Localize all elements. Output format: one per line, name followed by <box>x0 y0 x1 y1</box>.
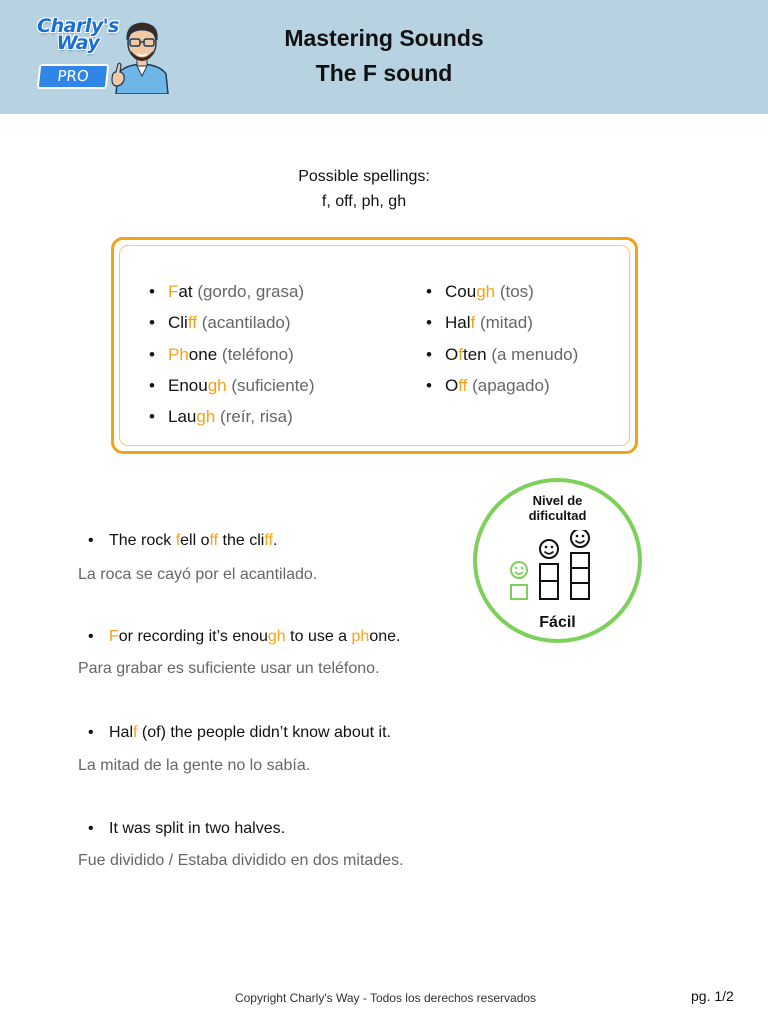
header-banner <box>0 0 768 114</box>
word-text: . <box>272 532 278 549</box>
smiley-medium-icon <box>540 540 558 558</box>
highlighted-letters: f <box>133 724 138 741</box>
page-title: Mastering Sounds <box>284 25 484 51</box>
vocabulary-item <box>426 339 578 370</box>
difficulty-title-line-2: dificultad <box>528 508 587 523</box>
vocabulary-item <box>426 307 578 338</box>
word-text: The rock <box>109 532 176 549</box>
vocabulary-box <box>111 237 638 454</box>
example-sentence-1 <box>88 532 277 550</box>
highlighted-letters: F <box>168 282 179 301</box>
word-text: It was split in two halves. <box>109 820 286 837</box>
vocabulary-translation: (suficiente) <box>231 375 315 395</box>
example-translation-3: La mitad de la gente no lo sabía. <box>78 757 311 774</box>
highlighted-letters: ff <box>187 313 197 333</box>
vocabulary-item <box>426 276 578 307</box>
highlighted-letters: ff <box>209 532 219 549</box>
example-translation-2: Para grabar es suficiente usar un teléfono. <box>78 660 380 677</box>
bar-hard-middle <box>571 568 589 583</box>
vocabulary-item <box>426 370 578 401</box>
word-text: the cli <box>218 532 265 549</box>
page-subtitle: The F sound <box>315 60 453 86</box>
vocabulary-translation: (teléfono) <box>221 344 294 364</box>
vocabulary-translation: (tos) <box>499 282 534 301</box>
logo-line-1: Charly's <box>37 15 119 37</box>
vocabulary-list-left <box>149 276 315 432</box>
highlighted-letters: ff <box>458 375 468 395</box>
example-translation-4: Fue dividido / Estaba dividido en dos mitades. <box>78 852 404 869</box>
spellings-values: f, off, ph, gh <box>321 193 407 210</box>
highlighted-letters: F <box>109 628 119 645</box>
word-text: one <box>188 344 218 364</box>
smiley-easy-icon <box>511 562 527 578</box>
highlighted-letters: f <box>458 344 463 364</box>
highlighted-letters: Ph <box>168 344 189 364</box>
example-sentence-2 <box>88 628 400 646</box>
spellings-label: Possible spellings: <box>298 168 430 185</box>
highlighted-letters: f <box>175 532 181 549</box>
logo-line-2: Way <box>56 32 100 54</box>
example-translation-1: La roca se cayó por el acantilado. <box>78 566 318 583</box>
vocabulary-translation: (apagado) <box>472 375 550 395</box>
word-text: O <box>445 344 459 364</box>
bar-hard-top <box>571 553 589 568</box>
word-text: at <box>178 282 193 301</box>
vocabulary-translation: (a menudo) <box>491 344 579 364</box>
word-text: Hal <box>109 724 134 741</box>
vocabulary-translation: (acantilado) <box>201 313 291 333</box>
difficulty-title-line-1: Nivel de <box>532 493 583 508</box>
word-text: O <box>445 375 459 395</box>
word-text: Cou <box>445 282 477 301</box>
vocabulary-translation: (mitad) <box>479 313 533 333</box>
word-text: Enou <box>168 375 208 395</box>
bar-medium-lower <box>540 581 558 599</box>
vocabulary-item <box>149 370 315 401</box>
word-text: or recording it’s enou <box>118 628 268 645</box>
word-text: to use a <box>285 628 352 645</box>
difficulty-title <box>477 493 638 523</box>
word-text: Hal <box>445 313 471 333</box>
vocabulary-item <box>149 401 315 432</box>
highlighted-letters: f <box>470 313 476 333</box>
example-sentence-3 <box>88 724 391 742</box>
highlighted-letters: gh <box>267 628 286 645</box>
highlighted-letters: gh <box>207 375 227 395</box>
word-text: Cli <box>168 313 188 333</box>
example-sentence-4 <box>88 820 285 838</box>
word-text: one. <box>369 628 401 645</box>
word-text: ten <box>462 344 487 364</box>
word-text: Lau <box>168 407 197 427</box>
highlighted-letters: gh <box>476 282 496 301</box>
highlighted-letters: ff <box>264 532 273 549</box>
word-text: (of) the people didn’t know about it. <box>137 724 391 741</box>
highlighted-letters: ph <box>351 628 370 645</box>
difficulty-badge <box>473 478 642 643</box>
highlighted-letters: gh <box>196 407 216 427</box>
bar-easy <box>511 585 527 599</box>
vocabulary-translation: (reír, risa) <box>220 407 293 427</box>
bar-medium <box>540 564 558 581</box>
vocabulary-item <box>149 276 315 307</box>
word-text: ell o <box>180 532 210 549</box>
footer-copyright: Copyright Charly's Way - Todos los derechos reservados <box>234 991 537 1005</box>
logo-pro-badge: PRO <box>37 64 110 89</box>
bar-hard-bottom <box>571 583 589 599</box>
smiley-hard-icon <box>571 530 589 547</box>
vocabulary-translation: (gordo, grasa) <box>197 282 305 301</box>
vocabulary-item <box>149 307 315 338</box>
difficulty-level: Fácil <box>539 614 576 631</box>
vocabulary-item <box>149 339 315 370</box>
vocabulary-list-right <box>426 276 578 401</box>
difficulty-meter-icon <box>505 530 605 610</box>
vocabulary-box-inner <box>119 245 630 446</box>
page-number: pg. 1/2 <box>691 988 734 1004</box>
